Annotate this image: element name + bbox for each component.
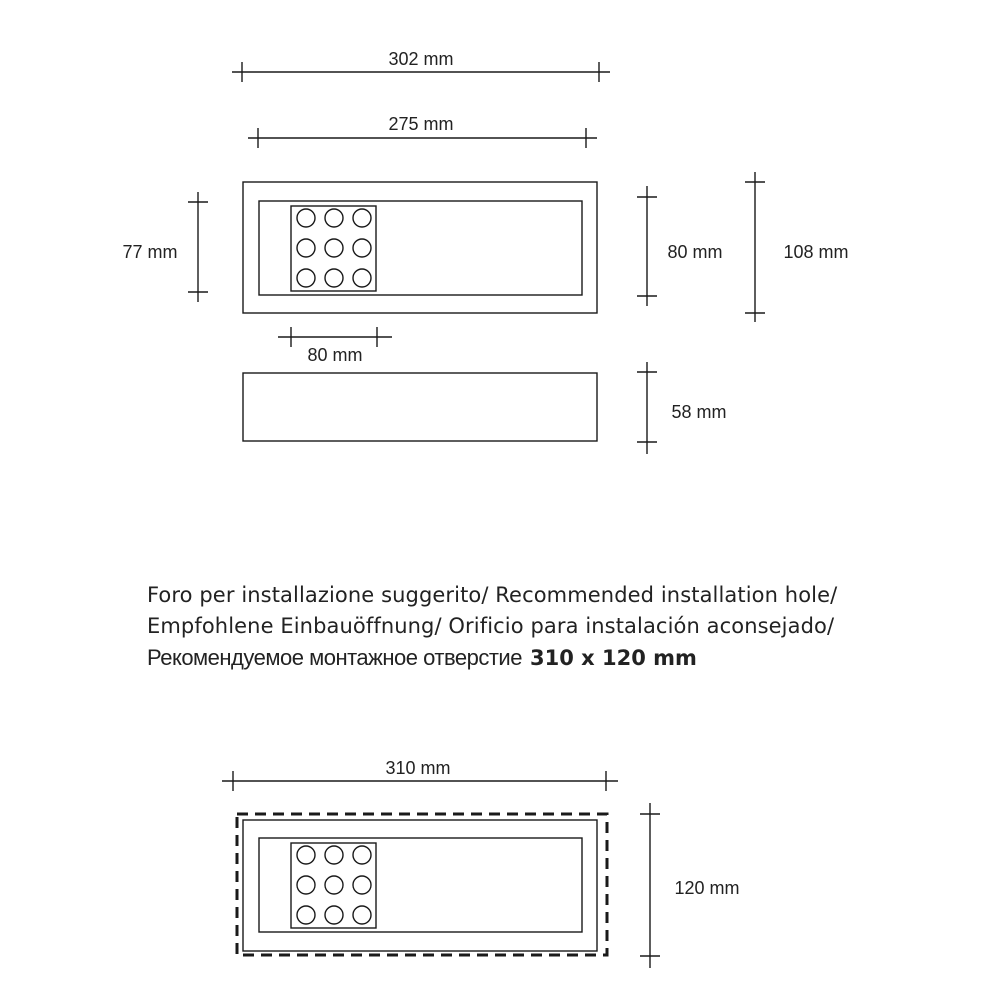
lens-circle: [297, 269, 315, 287]
label-310mm: 310 mm: [385, 758, 451, 778]
dim-line-80-vertical: [637, 186, 657, 306]
side-view: [243, 362, 657, 454]
lens-circle: [353, 876, 371, 894]
lens-circle: [325, 239, 343, 257]
lens-circle: [325, 846, 343, 864]
lens-circle: [297, 209, 315, 227]
lens-circle: [325, 906, 343, 924]
install-inner-frame: [259, 838, 582, 932]
caption-russian-text: Рекомендуемое монтажное отверстие: [147, 645, 522, 670]
label-120mm: 120 mm: [674, 878, 740, 898]
label-77mm: 77 mm: [122, 242, 178, 262]
lens-circle: [353, 239, 371, 257]
dim-line-120: [640, 803, 660, 968]
lens-circle: [353, 906, 371, 924]
dim-line-58: [637, 362, 657, 454]
installation-hole-outline: [237, 814, 607, 955]
caption-line-1: Foro per installazione suggerito/ Recommended installation hole/: [147, 583, 838, 607]
lens-circle: [297, 906, 315, 924]
install-lens-block: [291, 843, 376, 928]
lens-circle: [353, 269, 371, 287]
dim-line-108: [745, 172, 765, 322]
label-80mm-vertical: 80 mm: [667, 242, 723, 262]
caption-line-3: [147, 642, 987, 674]
label-58mm: 58 mm: [671, 402, 727, 422]
label-108mm: 108 mm: [783, 242, 849, 262]
top-view: [188, 62, 765, 347]
label-80mm-horizontal: 80 mm: [307, 345, 363, 365]
lens-circle: [297, 846, 315, 864]
lens-circle: [325, 209, 343, 227]
lens-circle: [353, 209, 371, 227]
side-body: [243, 373, 597, 441]
installation-hole-caption: [147, 580, 987, 674]
inner-frame: [259, 201, 582, 295]
lens-circle: [325, 876, 343, 894]
lens-circle: [297, 876, 315, 894]
caption-line-2: Empfohlene Einbauöffnung/ Orificio para instalación aconsejado/: [147, 614, 835, 638]
caption-hole-size: 310 x 120 mm: [529, 646, 697, 670]
dim-line-80-horizontal: [278, 327, 392, 347]
dim-line-77: [188, 192, 208, 302]
label-275mm: 275 mm: [388, 114, 454, 134]
lens-circle: [325, 269, 343, 287]
lens-circle: [297, 239, 315, 257]
install-view: [222, 771, 660, 968]
lens-circle: [353, 846, 371, 864]
lens-block: [291, 206, 376, 291]
label-302mm: 302 mm: [388, 49, 454, 69]
